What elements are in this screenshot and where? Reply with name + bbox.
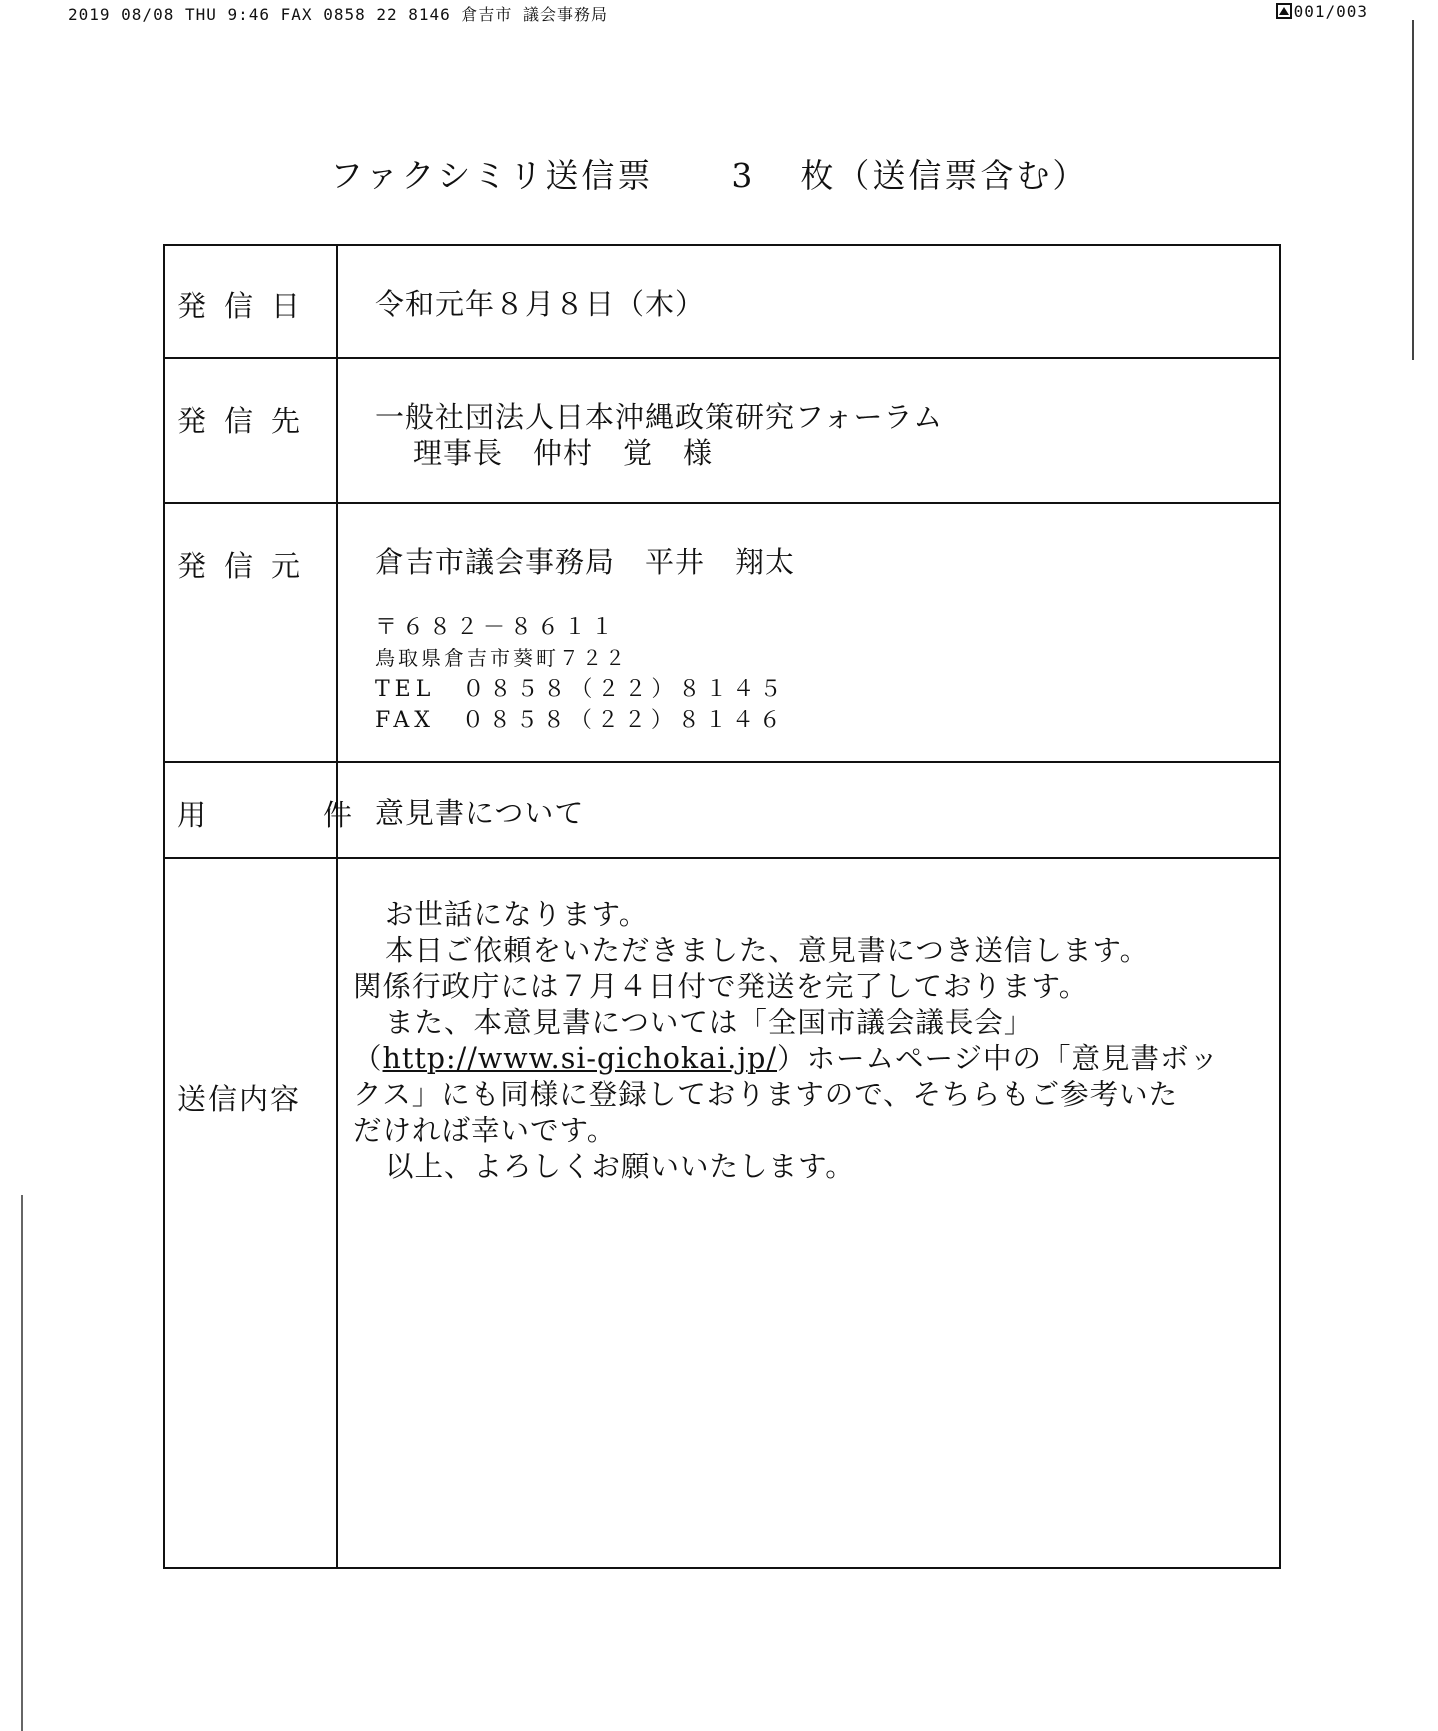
content-line: また、本意見書については「全国市議会議長会」 [385,1006,1034,1039]
subject-label: 用 件 [177,798,397,832]
page-count: 3 [731,156,756,195]
recipient-org: 一般社団法人日本沖縄政策研究フォーラム [375,400,944,434]
label-cell [165,763,397,859]
content-line: 関係行政庁には７月４日付で発送を完了しております。 [353,970,1089,1003]
label-cell [165,504,338,763]
scan-edge-line-left [21,1195,23,1731]
content-line: 本日ご依頼をいただきました、意見書につき送信します。 [385,934,1150,967]
content-line: だければ幸いです。 [353,1114,617,1147]
label-cell [165,359,338,504]
fax-page-icon [1276,3,1292,19]
scan-edge-line [1412,20,1414,360]
paren-open: （ [353,1042,383,1075]
fax-transmission-line: 2019 08/08 THU 9:46 FAX 0858 22 8146 倉吉市 議会事務局 [68,5,609,24]
content-line: クス」にも同様に登録しておりますので、そちらもご参考いた [353,1078,1179,1111]
title-main: ファクシミリ送信票 [330,156,654,195]
sender-label: 発信元 [177,549,319,583]
row-sender [165,502,1279,763]
content-body [353,897,1273,1185]
page-counter-text: 001/003 [1293,2,1368,21]
sender-name: 倉吉市議会事務局 平井 翔太 [375,545,796,579]
content-line-rest: ）ホームページ中の「意見書ボッ [777,1042,1219,1075]
document-title [330,150,1230,197]
sender-fax: FAX ０８５８（２２）８１４６ [375,708,786,733]
row-send-date [165,246,1279,357]
recipient-person: 理事長 仲村 覚 様 [413,436,714,470]
send-date-value: 令和元年８月８日（木） [375,287,706,321]
sender-tel: TEL ０８５８（２２）８１４５ [375,677,787,702]
row-subject [165,761,1279,859]
send-date-label: 発信日 [177,289,319,323]
subject-value: 意見書について [375,796,585,830]
fax-cover-form [163,244,1281,1569]
page-count-unit: 枚（送信票含む） [800,156,1089,195]
sender-address: 鳥取県倉吉市葵町７２２ [375,646,628,670]
content-line-with-url [353,1041,1273,1077]
recipient-label: 発信先 [177,404,319,438]
row-content [165,857,1279,1567]
content-line: 以上、よろしくお願いいたします。 [385,1150,855,1183]
label-cell [165,246,338,357]
fax-header [68,2,1368,22]
gichokai-url-link[interactable]: http://www.si-gichokai.jp/ [382,1042,778,1075]
label-cell [165,859,338,1567]
content-line: お世話になります。 [385,898,649,931]
sender-postal-code: 〒６８２－８６１１ [375,615,619,640]
fax-page-counter [1276,2,1368,21]
content-label: 送信内容 [177,1082,302,1116]
row-recipient [165,357,1279,504]
